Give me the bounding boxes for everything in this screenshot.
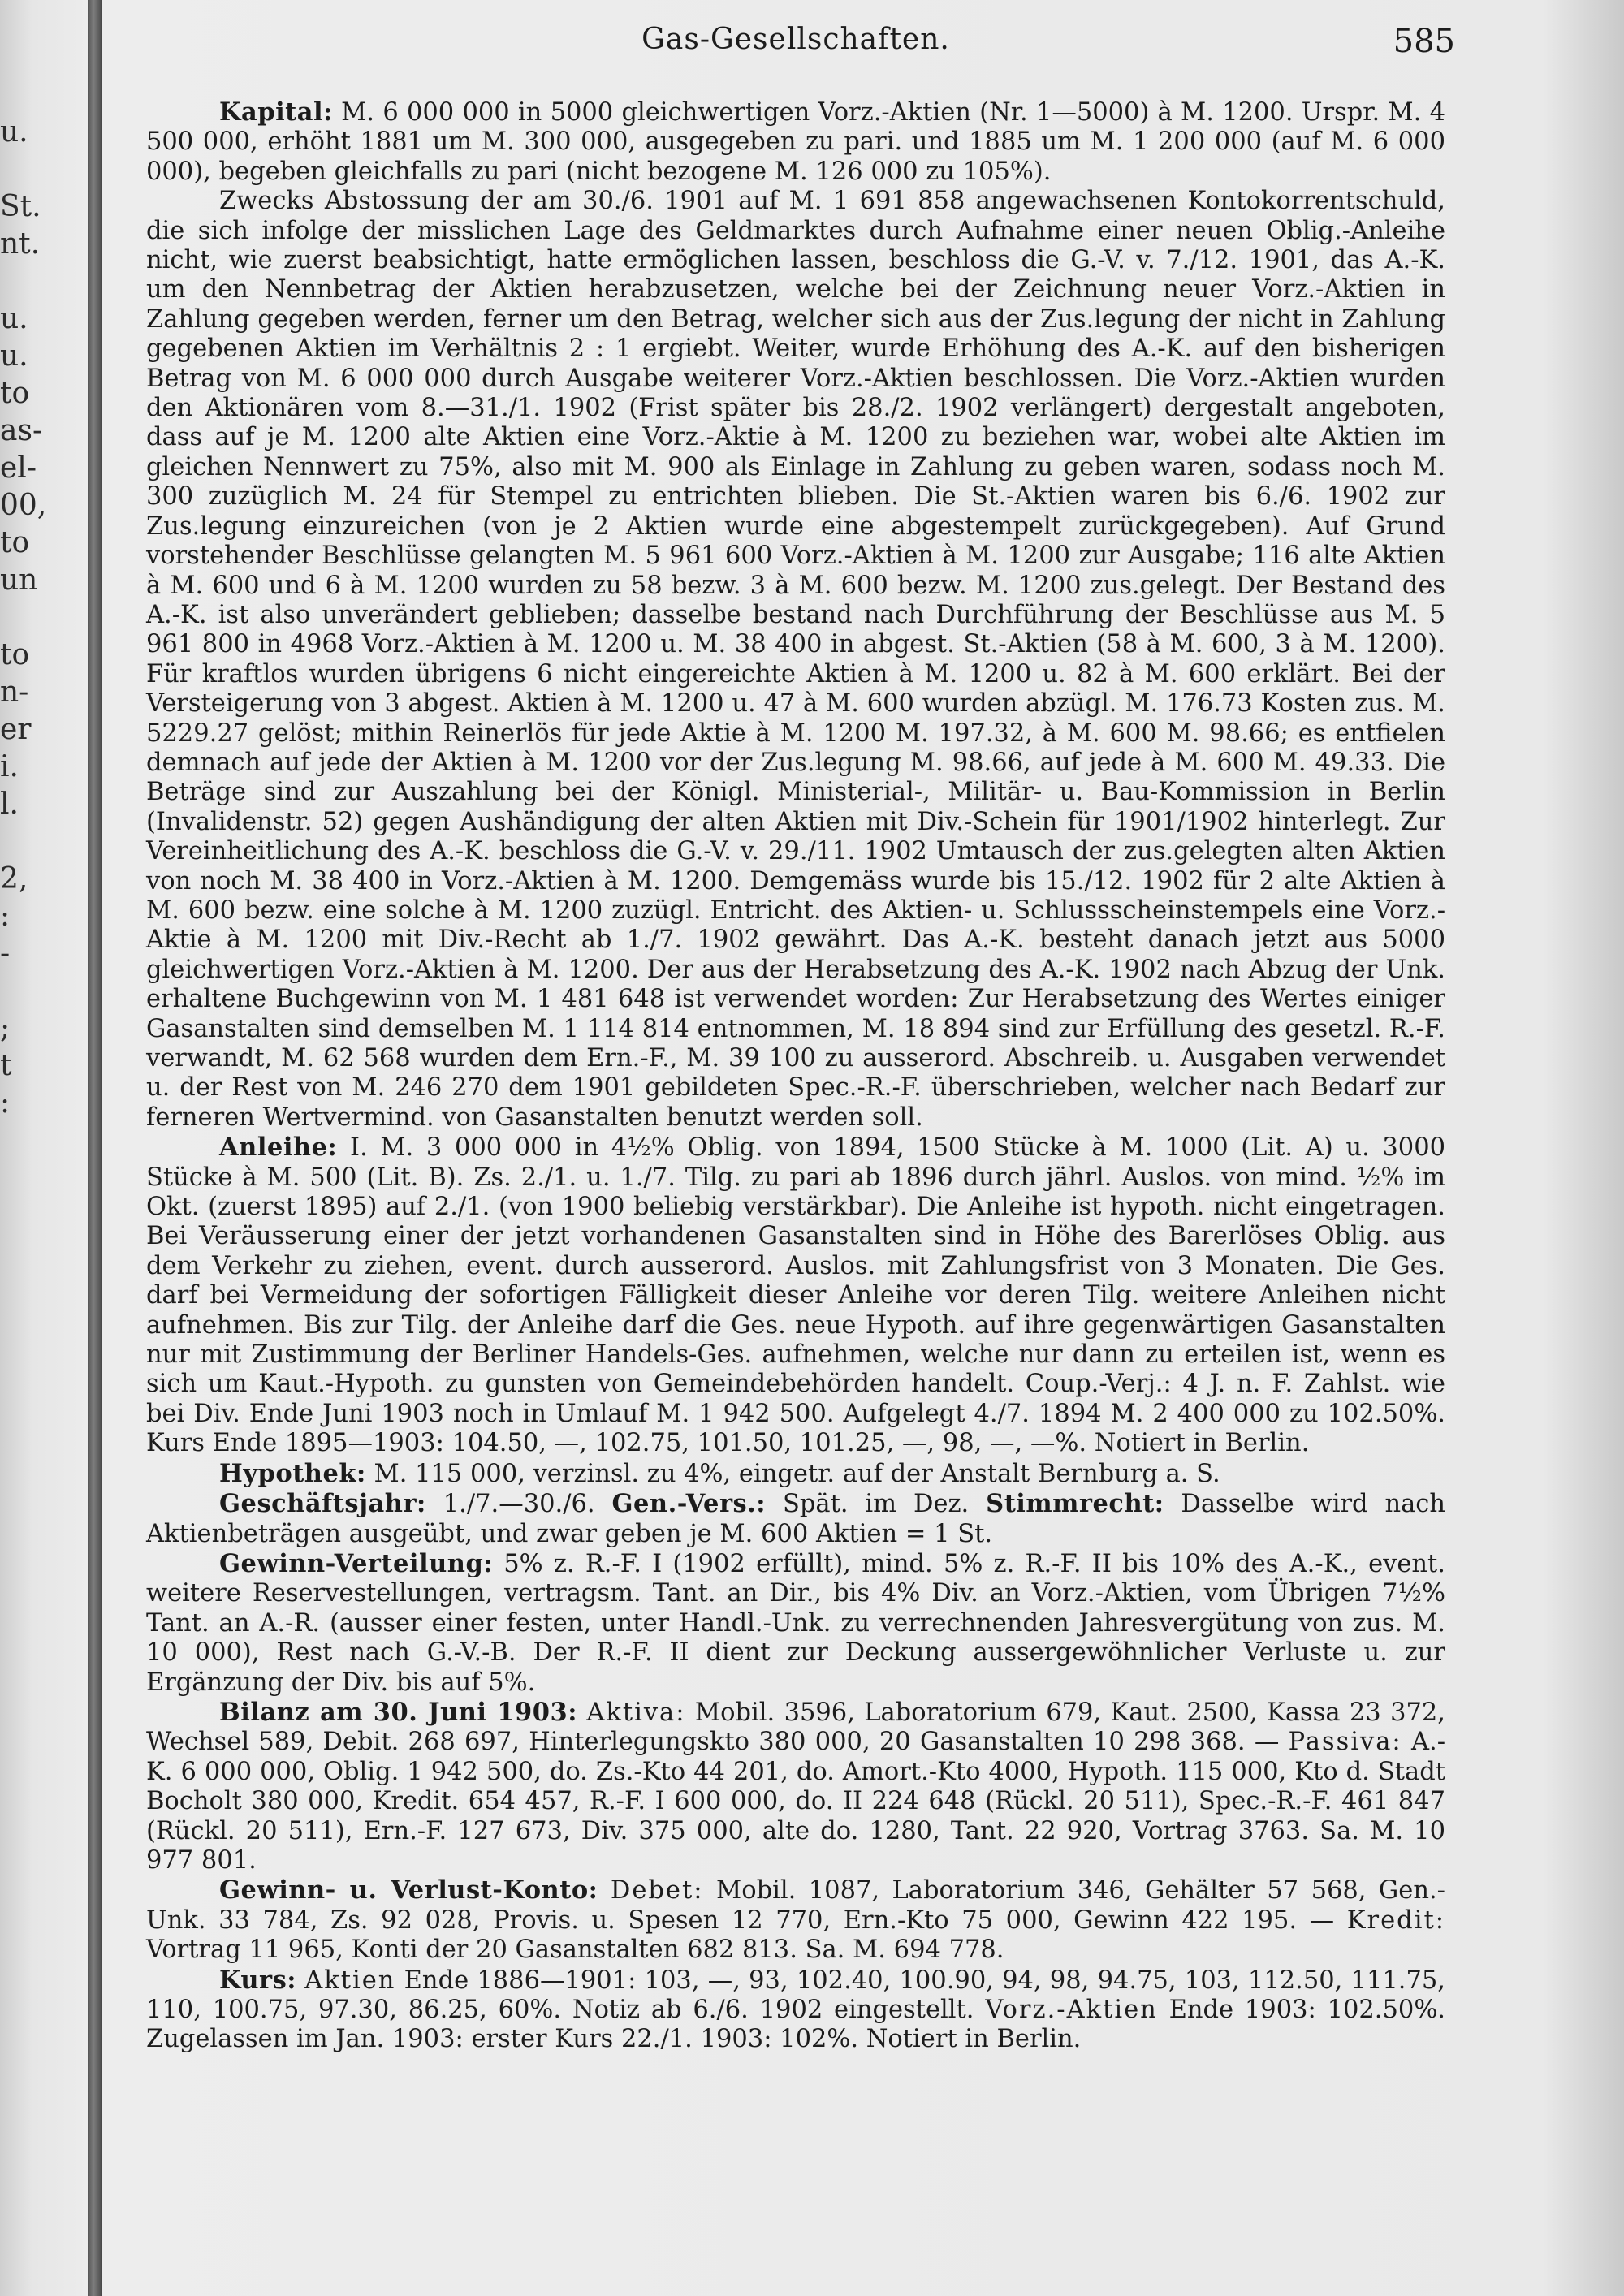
- margin-fragment: [0, 263, 65, 300]
- margin-fragment: to: [0, 526, 30, 559]
- geschaeftsjahr-heading: Geschäftsjahr:: [219, 1489, 426, 1519]
- hypothek-paragraph: [146, 1459, 1445, 1489]
- page-header: [146, 23, 1455, 71]
- hypothek-text: M. 115 000, verzinsl. zu 4%, eingetr. auf der Anstalt Bernburg a. S.: [374, 1459, 1220, 1488]
- anleihe-heading: Anleihe:: [219, 1133, 338, 1163]
- kurs-paragraph: [146, 1966, 1445, 2055]
- margin-fragment: St.: [0, 190, 41, 223]
- geschaeftsjahr-paragraph: [146, 1489, 1445, 1549]
- kurs-vorz-aktien-label: Vorz.-Aktien: [985, 1996, 1158, 2024]
- margin-fragment: as-: [0, 414, 43, 447]
- geschaeftsjahr-text: 1./7.—30./6.: [443, 1490, 595, 1519]
- margin-fragment: 2,: [0, 862, 28, 896]
- gewinn-verteilung-heading: Gewinn-Verteilung:: [219, 1548, 494, 1578]
- gewinn-verteilung-text: 5% z. R.-F. I (1902 erfüllt), mind. 5% z. R.-F. II bis 10% des A.-K., event. weitere Reservestellungen, vertragsm. Tant. an Dir., bis 4% Div. an Vorz.-Aktien, vom Übrigen 7½% Tant. an A.-R. (ausser einer festen, unter Handl.-Unk. zu verrechnenden Jahresvergütung von zus. M. 10 000), Rest nach G.-V.-B. Der R.-F. II dient zur Deckung aussergewöhnlicher Verluste u. zur Ergänzung der Div. bis auf 5%.: [146, 1549, 1445, 1697]
- kredit-label: Kredit:: [1346, 1905, 1445, 1935]
- margin-fragment: [0, 823, 65, 861]
- left-margin-fragments: [0, 114, 65, 1122]
- gen-vers-heading: Gen.-Vers.:: [611, 1489, 767, 1519]
- stimmrecht-heading: Stimmrecht:: [986, 1489, 1164, 1519]
- kurs-vorz-aktien-text: Ende 1903: 102.50%. Zugelassen im Jan. 1903: erster Kurs 22./1. 1903: 102%. Notiert in Berlin.: [146, 1996, 1445, 2054]
- margin-fragment: [0, 973, 65, 1010]
- page-number: 585: [1393, 23, 1455, 60]
- page-content: [146, 97, 1445, 2055]
- bilanz-paragraph: [146, 1698, 1445, 1875]
- margin-fragment: u.: [0, 115, 28, 149]
- margin-fragment: u.: [0, 302, 28, 335]
- passiva-label: Passiva:: [1288, 1728, 1402, 1757]
- kapital-heading: Kapital:: [219, 97, 333, 127]
- kapital-history-paragraph: [146, 187, 1445, 1133]
- debet-text: Mobil. 1087, Laboratorium 346, Gehälter 57 568, Gen.-Unk. 33 784, Zs. 92 028, Provis. u. Spesen 12 770, Ern.-Kto 75 000, Gewinn 422 195. —: [146, 1876, 1445, 1935]
- gewinn-verlust-paragraph: [146, 1875, 1445, 1965]
- aktiva-text: Mobil. 3596, Laboratorium 679, Kaut. 2500, Kassa 23 372, Wechsel 589, Debit. 268 697, Hinterlegungskto 380 000, 20 Gasanstalten 10 298 368. —: [146, 1698, 1445, 1757]
- kurs-heading: Kurs:: [219, 1965, 297, 1995]
- margin-fragment: :: [0, 1086, 11, 1120]
- margin-fragment: to: [0, 638, 30, 671]
- margin-fragment: 00,: [0, 489, 47, 522]
- margin-fragment: t: [0, 1049, 12, 1082]
- margin-fragment: nt.: [0, 227, 41, 261]
- margin-fragment: [0, 151, 65, 188]
- stimmrecht-text: Dasselbe wird nach Aktienbeträgen ausgeübt, und zwar geben je M. 600 Aktien = 1 St.: [146, 1490, 1446, 1548]
- passiva-text: A.-K. 6 000 000, Oblig. 1 942 500, do. Zs.-Kto 44 201, do. Amort.-Kto 4000, Hypoth. 115 000, Kto d. Stadt Bocholt 380 000, Kredit. 654 457, R.-F. I 600 000, do. II 224 648 (Rückl. 20 511), Spec.-R.-F. 461 847 (Rückl. 20 511), Ern.-F. 127 673, Div. 375 000, alte do. 1280, Tant. 22 920, Vortrag 3763. Sa. M. 10 977 801.: [146, 1728, 1446, 1875]
- anleihe-paragraph: [146, 1133, 1445, 1458]
- margin-fragment: un: [0, 563, 38, 597]
- kurs-aktien-text: Ende 1886—1901: 103, —, 93, 102.40, 100.90, 94, 98, 94.75, 103, 112.50, 111.75, 110, 100.75, 97.30, 86.25, 60%. Notiz ab 6./6. 1902 eingestellt.: [146, 1966, 1445, 2024]
- page-binding-edge: [88, 0, 102, 2296]
- aktiva-label: Aktiva:: [586, 1698, 686, 1727]
- running-title: Gas-Gesellschaften.: [641, 23, 950, 56]
- gewinn-verteilung-paragraph: [146, 1549, 1445, 1698]
- gewinn-verlust-heading: Gewinn- u. Verlust-Konto:: [219, 1875, 598, 1905]
- hypothek-heading: Hypothek:: [219, 1458, 366, 1488]
- margin-fragment: to: [0, 377, 30, 410]
- margin-fragment: n-: [0, 675, 29, 709]
- bilanz-heading: Bilanz am 30. Juni 1903:: [219, 1697, 577, 1727]
- margin-fragment: ;: [0, 1012, 11, 1045]
- kredit-text: Vortrag 11 965, Konti der 20 Gasanstalten 682 813. Sa. M. 694 778.: [146, 1936, 1004, 1965]
- margin-fragment: el-: [0, 451, 37, 485]
- kapital-paragraph: [146, 97, 1445, 187]
- anleihe-text: I. M. 3 000 000 in 4½% Oblig. von 1894, 1500 Stücke à M. 1000 (Lit. A) u. 3000 Stücke à M. 500 (Lit. B). Zs. 2./1. u. 1./7. Tilg. zu pari ab 1896 durch jährl. Auslos. von mind. ½% im Okt. (zuerst 1895) auf 2./1. (von 1900 beliebig verstärkbar). Die Anleihe ist hypoth. nicht eingetragen. Bei Veräusserung einer der jetzt vorhandenen Gasanstalten sind in Höhe des Barerlöses Oblig. aus dem Verkehr zu ziehen, event. durch ausserord. Auslos. mit Zahlungsfrist von 3 Monaten. Die Ges. darf bei Vermeidung der sofortigen Fälligkeit dieser Anleihe vor deren Tilg. weitere Anleihen nicht aufnehmen. Bis zur Tilg. der Anleihe darf die Ges. neue Hypoth. auf ihre gegenwärtigen Gasanstalten nur mit Zustimmung der Berliner Handels-Ges. aufnehmen, welche nur dann zu erteilen ist, wenn es sich um Kaut.-Hypoth. zu gunsten von Gemeindebehörden handelt. Coup.-Verj.: 4 J. n. F. Zahlst. wie bei Div. Ende Juni 1903 noch in Umlauf M. 1 942 500. Aufgelegt 4./7. 1894 M. 2 400 000 zu 102.50%. Kurs Ende 1895—1903: 104.50, —, 102.75, 101.50, 101.25, —, 98, —, —%. Notiert in Berlin.: [146, 1133, 1445, 1458]
- margin-fragment: u.: [0, 339, 28, 373]
- margin-fragment: :: [0, 900, 11, 933]
- debet-label: Debet:: [610, 1876, 704, 1905]
- kapital-text: M. 6 000 000 in 5000 gleichwertigen Vorz.-Aktien (Nr. 1—5000) à M. 1200. Urspr. M. 4 500 000, erhöht 1881 um M. 300 000, ausgegeben zu pari. und 1885 um M. 1 200 000 (auf M. 6 000 000), begeben gleichfalls zu pari (nicht bezogene M. 126 000 zu 105%).: [146, 98, 1445, 186]
- kurs-aktien-label: Aktien: [304, 1966, 396, 1995]
- margin-fragment: l.: [0, 788, 19, 821]
- kapital-history-text: Zwecks Abstossung der am 30./6. 1901 auf M. 1 691 858 angewachsenen Kontokorrentschuld, die sich infolge der misslichen Lage des Geldmarktes durch Aufnahme einer neuen Oblig.-Anleihe nicht, wie zuerst beabsichtigt, hatte ermöglichen lassen, beschloss die G.-V. v. 7./12. 1901, das A.-K. um den Nennbetrag der Aktien herabzusetzen, welche bei der Zeichnung neuer Vorz.-Aktien in Zahlung gegeben werden, ferner um den Betrag, welcher sich aus der Zus.legung der nicht in Zahlung gegebenen Aktien im Verhältnis 2 : 1 ergiebt. Weiter, wurde Erhöhung des A.-K. auf den bisherigen Betrag von M. 6 000 000 durch Ausgabe weiterer Vorz.-Aktien beschlossen. Die Vorz.-Aktien wurden den Aktionären vom 8.—31./1. 1902 (Frist später bis 28./2. 1902 verlängert) dergestalt angeboten, dass auf je M. 1200 alte Aktien eine Vorz.-Aktie à M. 1200 zu beziehen war, wobei alte Aktien im gleichen Nennwert zu 75%, also mit M. 900 als Einlage in Zahlung zu geben waren, sodass noch M. 300 zuzüglich M. 24 für Stempel zu entrichten blieben. Die St.-Aktien waren bis 6./6. 1902 zur Zus.legung einzureichen (von je 2 Aktien wurde eine abgestempelt zurückgegeben). Auf Grund vorstehender Beschlüsse gelangten M. 5 961 600 Vorz.-Aktien à M. 1200 zur Ausgabe; 116 alte Aktien à M. 600 und 6 à M. 1200 wurden zu 58 bezw. 3 à M. 600 bezw. M. 1200 zus.gelegt. Der Bestand des A.-K. ist also unverändert geblieben; dasselbe bestand nach Durchführung der Beschlüsse aus M. 5 961 800 in 4968 Vorz.-Aktien à M. 1200 u. M. 38 400 in abgest. St.-Aktien (58 à M. 600, 3 à M. 1200). Für kraftlos wurden übrigens 6 nicht eingereichte Aktien à M. 1200 u. 82 à M. 600 erklärt. Bei der Versteigerung von 3 abgest. Aktien à M. 1200 u. 47 à M. 600 wurden abzügl. M. 176.73 Kosten zus. M. 5229.27 gelöst; mithin Reinerlös für jede Aktie à M. 1200 M. 197.32, à M. 600 M. 98.66; es entfielen demnach auf jede der Aktien à M. 1200 vor der Zus.legung M. 98.66, auf jede à M. 600 M. 49.33. Die Beträge sind zur Auszahlung bei der Königl. Ministerial-, Militär- u. Bau-Kommission in Berlin (Invalidenstr. 52) gegen Aushändigung der alten Aktien mit Div.-Schein für 1901/1902 hinterlegt. Zur Vereinheitlichung des A.-K. beschloss die G.-V. v. 29./11. 1902 Umtausch der zus.gelegten alten Aktien von noch M. 38 400 in Vorz.-Aktien à M. 1200. Demgemäss wurde bis 15./12. 1902 für 2 alte Aktien à M. 600 bezw. eine solche à M. 1200 zuzügl. Entricht. des Aktien- u. Schlussscheinstempels eine Vorz.-Aktie à M. 1200 mit Div.-Recht ab 1./7. 1902 gewährt. Das A.-K. besteht danach jetzt aus 5000 gleichwertigen Vorz.-Aktien à M. 1200. Der aus der Herabsetzung des A.-K. 1902 nach Abzug der Unk. erhaltene Buchgewinn von M. 1 481 648 ist verwendet worden: Zur Herabsetzung des Wertes einiger Gasanstalten sind demselben M. 1 114 814 entnommen, M. 18 894 sind zur Erfüllung des gesetzl. R.-F. verwandt, M. 62 568 wurden dem Ern.-F., M. 39 100 zu ausserord. Abschreib. u. Ausgaben verwendet u. der Rest von M. 246 270 dem 1901 gebildeten Spec.-R.-F. überschrieben, welcher nach Bedarf zur ferneren Wertvermind. von Gasanstalten benutzt werden soll.: [146, 187, 1445, 1132]
- margin-fragment: er: [0, 713, 32, 746]
- margin-fragment: -: [0, 937, 11, 970]
- margin-fragment: [0, 599, 65, 637]
- margin-fragment: i.: [0, 750, 19, 783]
- gen-vers-text: Spät. im Dez.: [782, 1490, 970, 1519]
